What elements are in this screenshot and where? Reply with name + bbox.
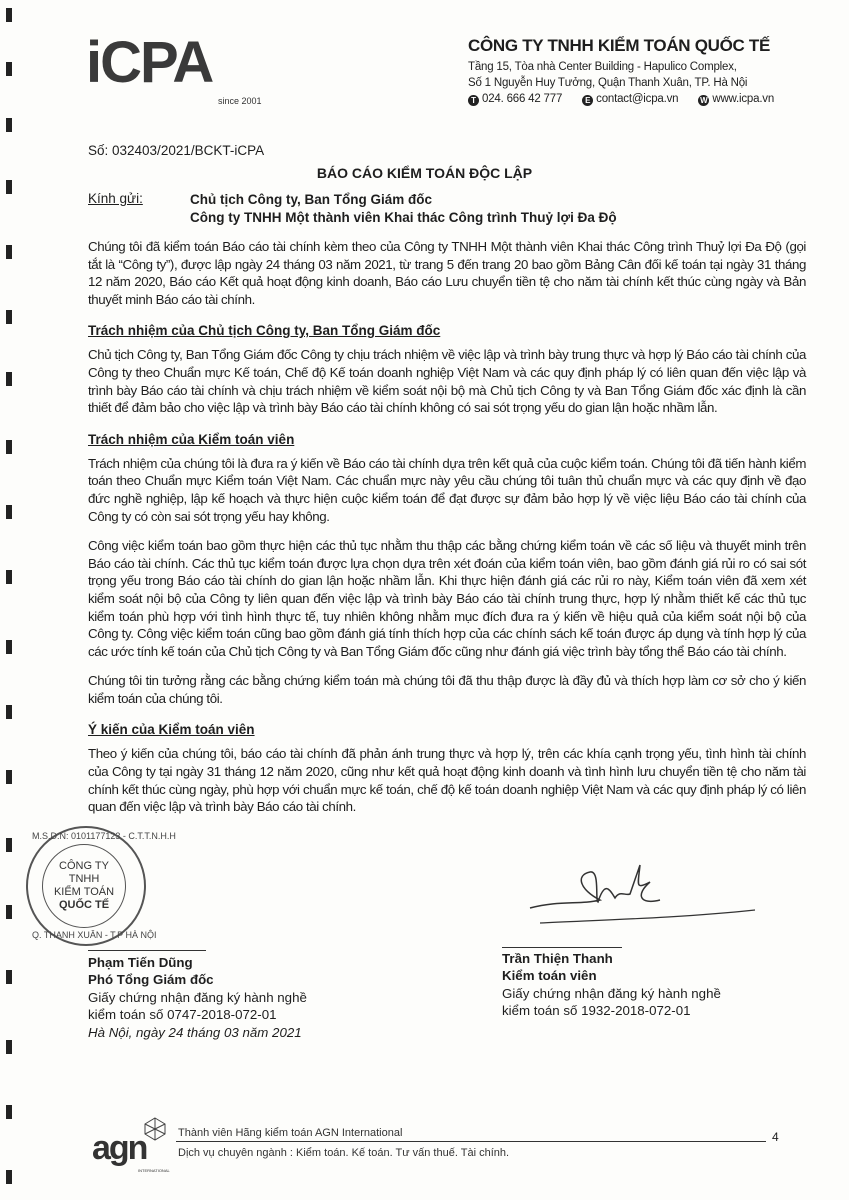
signature-line-left bbox=[88, 950, 206, 951]
section-3-heading: Ý kiến của Kiểm toán viên bbox=[88, 722, 255, 738]
signer-name: Phạm Tiến Dũng bbox=[88, 954, 193, 970]
intro-paragraph: Chúng tôi đã kiểm toán Báo cáo tài chính kèm theo của Công ty TNHH Một thành viên Khai thác Công trình Thuỷ lợi Đa Độ (gọi tắt là “Công ty”), được lập ngày 24 tháng 03 năm 2021, từ trang 5 đến trang 20 bao gồm Bảng Cân đối kế toán tại ngày 31 tháng 12 năm 2020, Báo cáo Kết quả hoạt động kinh doanh, Báo cáo Lưu chuyển tiền tệ cho năm tài chính kết thúc cùng ngày và Bản thuyết minh Báo cáo tài chính. bbox=[88, 239, 806, 307]
email: contact@icpa.vn bbox=[596, 93, 679, 105]
logo-tagline: since 2001 bbox=[218, 96, 262, 106]
agn-logo: agn bbox=[92, 1129, 147, 1167]
report-body bbox=[32, 238, 806, 1040]
cert-line-1: Giấy chứng nhận đăng ký hành nghề bbox=[502, 985, 721, 1001]
member-line: Thành viên Hãng kiểm toán AGN International bbox=[178, 1127, 403, 1139]
cert-line-2: kiểm toán số 0747-2018-072-01 bbox=[88, 1007, 277, 1023]
website: www.icpa.vn bbox=[712, 93, 775, 105]
addressee-line-1: Chủ tịch Công ty, Ban Tổng Giám đốc bbox=[190, 192, 432, 207]
agn-logo-sub: INTERNATIONAL bbox=[138, 1168, 170, 1173]
signer-position: Phó Tổng Giám đốc bbox=[88, 972, 214, 988]
stamp-line: QUỐC TẾ bbox=[58, 898, 110, 911]
company-stamp bbox=[26, 826, 176, 946]
reference-number: Số: 032403/2021/BCKT-iCPA bbox=[88, 143, 265, 158]
address-line-2: Số 1 Nguyễn Huy Tưởng, Quận Thanh Xuân, TP. Hà Nội bbox=[468, 77, 748, 89]
signer-name: Trần Thiện Thanh bbox=[502, 950, 613, 966]
stamp-line: CÔNG TY bbox=[59, 859, 109, 872]
signer-position: Kiểm toán viên bbox=[502, 968, 597, 984]
section-2-paragraph-2: Công việc kiểm toán bao gồm thực hiện các thủ tục nhằm thu thập các bằng chứng kiểm toán về các số liệu và thuyết minh trên Báo cáo tài chính. Các thủ tục kiểm toán được lựa chọn dựa trên xét đoán của kiểm toán viên, bao gồm đánh giá rủi ro có sai sót trọng yếu trong Báo cáo tài chính do gian lận hoặc nhầm lẫn. Khi thực hiện đánh giá các rủi ro này, Kiểm toán viên đã xem xét kiểm soát nội bộ của Công ty liên quan đến việc lập và trình bày Báo cáo tài chính trung thực, hợp lý nhằm thiết kế các thủ tục kiểm toán phù hợp với tình hình thực tế, tuy nhiên không nhằm mục đích đưa ra ý kiến về hiệu quả của kiểm soát nội bộ của Công ty. Công việc kiểm toán cũng bao gồm đánh giá tính thích hợp của các chính sách kế toán được áp dụng và tính hợp lý của các ước tính kế toán của Chủ tịch Công ty và Ban Tổng Giám đốc cũng như đánh giá việc trình bày tổng thể Báo cáo tài chính. bbox=[88, 538, 806, 659]
signature-block-left bbox=[88, 954, 307, 1042]
section-2-paragraph-3: Chúng tôi tin tưởng rằng các bằng chứng kiểm toán mà chúng tôi đã thu thập được là đầy đủ và thích hợp làm cơ sở cho ý kiến kiểm toán của chúng tôi. bbox=[88, 673, 806, 706]
icpa-logo: iCPA bbox=[86, 30, 213, 95]
phone-icon: T bbox=[468, 95, 479, 106]
footer-divider bbox=[176, 1141, 766, 1142]
place-date: Hà Nội, ngày 24 tháng 03 năm 2021 bbox=[88, 1024, 302, 1040]
addressee-line-2: Công ty TNHH Một thành viên Khai thác Công trình Thuỷ lợi Đa Độ bbox=[190, 210, 617, 225]
stamp-line: KIỂM TOÁN bbox=[53, 885, 115, 898]
contact-line bbox=[468, 92, 774, 106]
section-2-paragraph-1: Trách nhiệm của chúng tôi là đưa ra ý kiến về Báo cáo tài chính dựa trên kết quả của cuộc kiểm toán. Chúng tôi đã tiến hành kiểm toán theo Chuẩn mực Kiểm toán Việt Nam. Các chuẩn mực này yêu cầu chúng tôi tuân thủ chuẩn mực và các quy định về đạo đức nghề nghiệp, lập kế hoạch và thực hiện cuộc kiểm toán để đạt được sự đảm bảo hợp lý về việc liệu Báo cáo tài chính của Công ty có còn sai sót trọng yếu hay không. bbox=[88, 455, 806, 524]
agn-globe-icon bbox=[144, 1117, 166, 1141]
signature-block-right bbox=[502, 950, 721, 1020]
addressee-label: Kính gửi: bbox=[88, 191, 143, 206]
signature-area bbox=[32, 820, 806, 1040]
cert-line-1: Giấy chứng nhận đăng ký hành nghề bbox=[88, 989, 307, 1005]
section-2-heading: Trách nhiệm của Kiểm toán viên bbox=[88, 431, 295, 447]
handwritten-signature bbox=[520, 860, 760, 930]
stamp-ring-bottom: Q. THANH XUÂN - T.P HÀ NỘI bbox=[32, 929, 157, 940]
stamp-line: TNHH bbox=[68, 872, 100, 885]
signature-line-right bbox=[502, 947, 622, 948]
cert-line-2: kiểm toán số 1932-2018-072-01 bbox=[502, 1003, 691, 1019]
company-name: CÔNG TY TNHH KIỂM TOÁN QUỐC TẾ bbox=[468, 36, 771, 55]
report-title: BÁO CÁO KIỂM TOÁN ĐỘC LẬP bbox=[316, 165, 533, 181]
email-icon: E bbox=[582, 95, 593, 106]
page-number: 4 bbox=[772, 1130, 779, 1144]
section-1-heading: Trách nhiệm của Chủ tịch Công ty, Ban Tổng Giám đốc bbox=[88, 323, 441, 339]
section-1-paragraph: Chủ tịch Công ty, Ban Tổng Giám đốc Công ty chịu trách nhiệm về việc lập và trình bày trung thực và hợp lý Báo cáo tài chính của Công ty theo Chuẩn mực Kế toán, Chế độ Kế toán doanh nghiệp Việt Nam và các quy định pháp lý có liên quan đến việc lập và trình bày Báo cáo tài chính và chịu trách nhiệm về kiểm soát nội bộ mà Chủ tịch Công ty và Ban Tổng Giám đốc xác định là cần thiết để đảm bảo cho việc lập và trình bày Báo cáo tài chính không có sai sót trọng yếu do gian lận hoặc nhầm lẫn. bbox=[88, 347, 806, 416]
services-line: Dịch vụ chuyên ngành : Kiểm toán. Kế toán. Tư vấn thuế. Tài chính. bbox=[178, 1147, 510, 1159]
web-icon: W bbox=[700, 96, 708, 105]
address-line-1: Tầng 15, Tòa nhà Center Building - Hapulico Complex, bbox=[468, 61, 737, 73]
stamp-ring-top: M.S.D.N: 0101177123 - C.T.T.N.H.H bbox=[32, 830, 176, 841]
addressee bbox=[190, 191, 617, 227]
section-3-paragraph: Theo ý kiến của chúng tôi, báo cáo tài chính đã phản ánh trung thực và hợp lý, trên các khía cạnh trọng yếu, tình hình tài chính của Công ty tại ngày 31 tháng 12 năm 2020, cũng như kết quả hoạt động kinh doanh và tình hình lưu chuyển tiền tệ cho năm tài chính kết thúc cùng ngày, phù hợp với chuẩn mực kế toán, chế độ kế toán doanh nghiệp Việt Nam và các quy định pháp lý có liên quan đến việc lập và trình bày Báo cáo tài chính. bbox=[88, 746, 806, 815]
phone: 024. 666 42 777 bbox=[482, 93, 563, 105]
